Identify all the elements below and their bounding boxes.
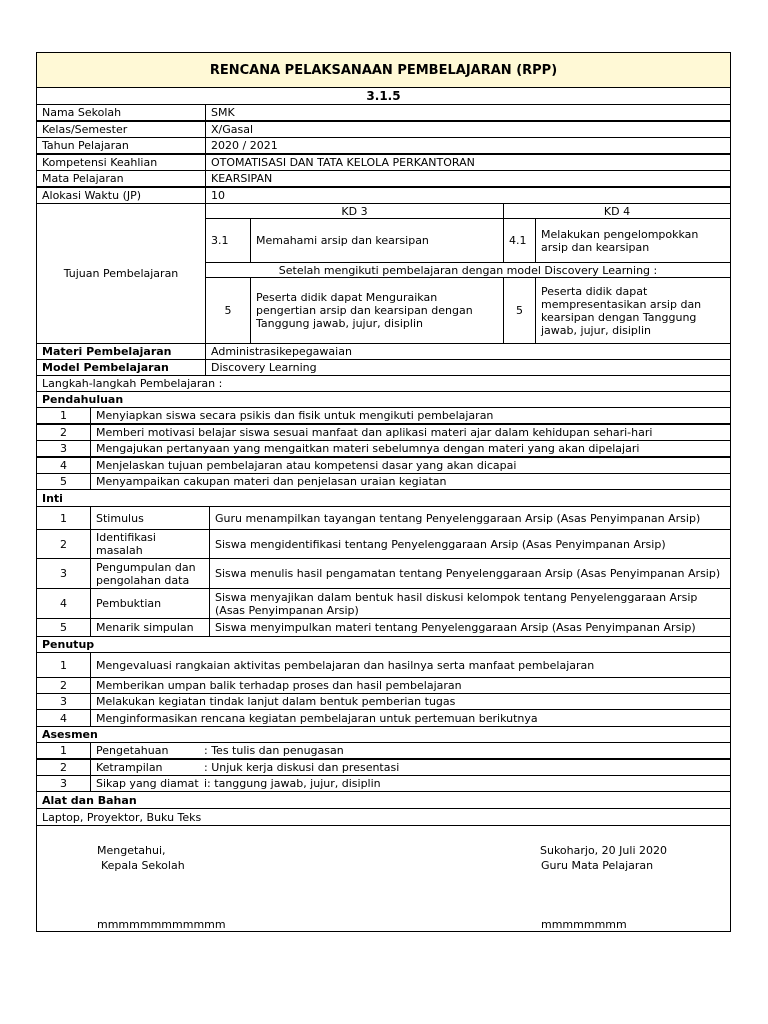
document-code: 3.1.5 (36, 87, 731, 105)
asesmen-row-number: 2 (36, 759, 91, 776)
inti-row-number: 5 (36, 618, 91, 637)
penutup-row-number: 4 (36, 709, 91, 727)
inti-row-text: Siswa menyimpulkan materi tentang Penyelenggaraan Arsip (Asas Penyimpanan Arsip) (209, 618, 731, 637)
penutup-row-number: 1 (36, 652, 91, 678)
left-signature-line1: Mengetahui, (97, 844, 166, 857)
info-value: SMK (205, 104, 731, 121)
info-label: Kompetensi Keahlian (36, 154, 206, 171)
asesmen-row-text (90, 742, 731, 759)
info-value: OTOMATISASI DAN TATA KELOLA PERKANTORAN (205, 154, 731, 171)
kd4-header: KD 4 (503, 203, 731, 219)
kd4-number: 4.1 (503, 218, 536, 263)
penutup-row-text: Melakukan kegiatan tindak lanjut dalam bentuk pemberian tugas (90, 693, 731, 710)
asesmen-row-label: Sikap yang diamat (96, 777, 199, 790)
asesmen-row-value: : Tes tulis dan penugasan (204, 744, 344, 757)
pendahuluan-row-text: Memberi motivasi belajar siswa sesuai manfaat dan aplikasi materi ajar dalam kehidupan sehari-hari (90, 424, 731, 441)
inti-row-text: Siswa menyajikan dalam bentuk hasil diskusi kelompok tentang Penyelenggaraan Arsip (Asas Penyimpanan Arsip) (209, 588, 731, 619)
tujuan-left-number: 5 (205, 277, 251, 344)
asesmen-row-text (90, 775, 731, 792)
inti-row-label: Stimulus (90, 506, 210, 530)
materi-value: Administrasikepegawaian (205, 343, 731, 360)
asesmen-row-value: i: tanggung jawab, jujur, disiplin (204, 777, 381, 790)
kd3-number: 3.1 (205, 218, 251, 263)
inti-row-number: 2 (36, 529, 91, 559)
left-signature-line2: Kepala Sekolah (101, 859, 185, 872)
tujuan-right-number: 5 (503, 277, 536, 344)
pendahuluan-row-text: Menyampaikan cakupan materi dan penjelasan uraian kegiatan (90, 473, 731, 490)
inti-row-text: Guru menampilkan tayangan tentang Penyelenggaraan Arsip (Asas Penyimpanan Arsip) (209, 506, 731, 530)
penutup-row-number: 3 (36, 693, 91, 710)
kd4-text: Melakukan pengelompokkan arsip dan kearsipan (535, 218, 731, 263)
pendahuluan-heading: Pendahuluan (36, 391, 731, 408)
materi-label: Materi Pembelajaran (36, 343, 206, 360)
asesmen-heading: Asesmen (36, 726, 731, 743)
signature-block (36, 825, 731, 932)
inti-row-text: Siswa menulis hasil pengamatan tentang Penyelenggaraan Arsip (Asas Penyimpanan Arsip) (209, 558, 731, 589)
inti-row-text: Siswa mengidentifikasi tentang Penyelenggaraan Arsip (Asas Penyimpanan Arsip) (209, 529, 731, 559)
model-label: Model Pembelajaran (36, 359, 206, 376)
asesmen-row-number: 1 (36, 742, 91, 759)
tujuan-left-text: Peserta didik dapat Menguraikan pengertian arsip dan kearsipan dengan Tanggung jawab, jujur, disiplin (250, 277, 504, 344)
pendahuluan-row-number: 1 (36, 407, 91, 424)
info-label: Nama Sekolah (36, 104, 206, 121)
penutup-row-text: Memberikan umpan balik terhadap proses dan hasil pembelajaran (90, 677, 731, 694)
pendahuluan-row-text: Menjelaskan tujuan pembelajaran atau kompetensi dasar yang akan dicapai (90, 457, 731, 474)
tujuan-right-text: Peserta didik dapat mempresentasikan arsip dan kearsipan dengan Tanggung jawab, jujur, disiplin (535, 277, 731, 344)
info-value: KEARSIPAN (205, 170, 731, 187)
tujuan-label: Tujuan Pembelajaran (36, 203, 206, 344)
inti-row-number: 3 (36, 558, 91, 589)
inti-row-number: 1 (36, 506, 91, 530)
asesmen-row-number: 3 (36, 775, 91, 792)
pendahuluan-row-number: 4 (36, 457, 91, 474)
info-label: Tahun Pelajaran (36, 137, 206, 154)
pendahuluan-row-number: 2 (36, 424, 91, 441)
asesmen-row-value: : Unjuk kerja diskusi dan presentasi (204, 760, 400, 774)
info-value: 10 (205, 187, 731, 204)
kd3-text: Memahami arsip dan kearsipan (250, 218, 504, 263)
alat-value: Laptop, Proyektor, Buku Teks (36, 808, 731, 826)
right-signature-line2: Guru Mata Pelajaran (541, 859, 654, 872)
left-signature-name: mmmmmmmmmmmm (97, 918, 226, 931)
info-label: Kelas/Semester (36, 121, 206, 138)
asesmen-row-label: Ketrampilan (96, 760, 163, 774)
right-signature-line1: Sukoharjo, 20 Juli 2020 (540, 844, 667, 857)
inti-row-label: Identifikasi masalah (90, 529, 210, 559)
pendahuluan-row-text: Mengajukan pertanyaan yang mengaitkan materi sebelumnya dengan materi yang akan dipelajari (90, 440, 731, 457)
langkah-heading: Langkah-langkah Pembelajaran : (36, 375, 731, 392)
asesmen-row-label: Pengetahuan (96, 744, 169, 757)
alat-heading: Alat dan Bahan (36, 791, 731, 809)
penutup-heading: Penutup (36, 636, 731, 653)
info-value: 2020 / 2021 (205, 137, 731, 154)
penutup-row-text: Mengevaluasi rangkaian aktivitas pembelajaran dan hasilnya serta manfaat pembelajaran (90, 652, 731, 678)
kd3-header: KD 3 (205, 203, 504, 219)
pendahuluan-row-number: 5 (36, 473, 91, 490)
right-signature-name: mmmmmmmm (541, 918, 627, 931)
discovery-note: Setelah mengikuti pembelajaran dengan model Discovery Learning : (205, 262, 731, 278)
document-title: RENCANA PELAKSANAAN PEMBELAJARAN (RPP) (36, 52, 731, 88)
pendahuluan-row-text: Menyiapkan siswa secara psikis dan fisik untuk mengikuti pembelajaran (90, 407, 731, 424)
penutup-row-text: Menginformasikan rencana kegiatan pembelajaran untuk pertemuan berikutnya (90, 709, 731, 727)
info-label: Mata Pelajaran (36, 170, 206, 187)
pendahuluan-row-number: 3 (36, 440, 91, 457)
penutup-row-number: 2 (36, 677, 91, 694)
inti-row-label: Pembuktian (90, 588, 210, 619)
inti-row-number: 4 (36, 588, 91, 619)
inti-row-label: Pengumpulan dan pengolahan data (90, 558, 210, 589)
info-label: Alokasi Waktu (JP) (36, 187, 206, 204)
model-value: Discovery Learning (205, 359, 731, 376)
inti-heading: Inti (36, 489, 731, 507)
inti-row-label: Menarik simpulan (90, 618, 210, 637)
asesmen-row-text (90, 759, 731, 776)
info-value: X/Gasal (205, 121, 731, 138)
